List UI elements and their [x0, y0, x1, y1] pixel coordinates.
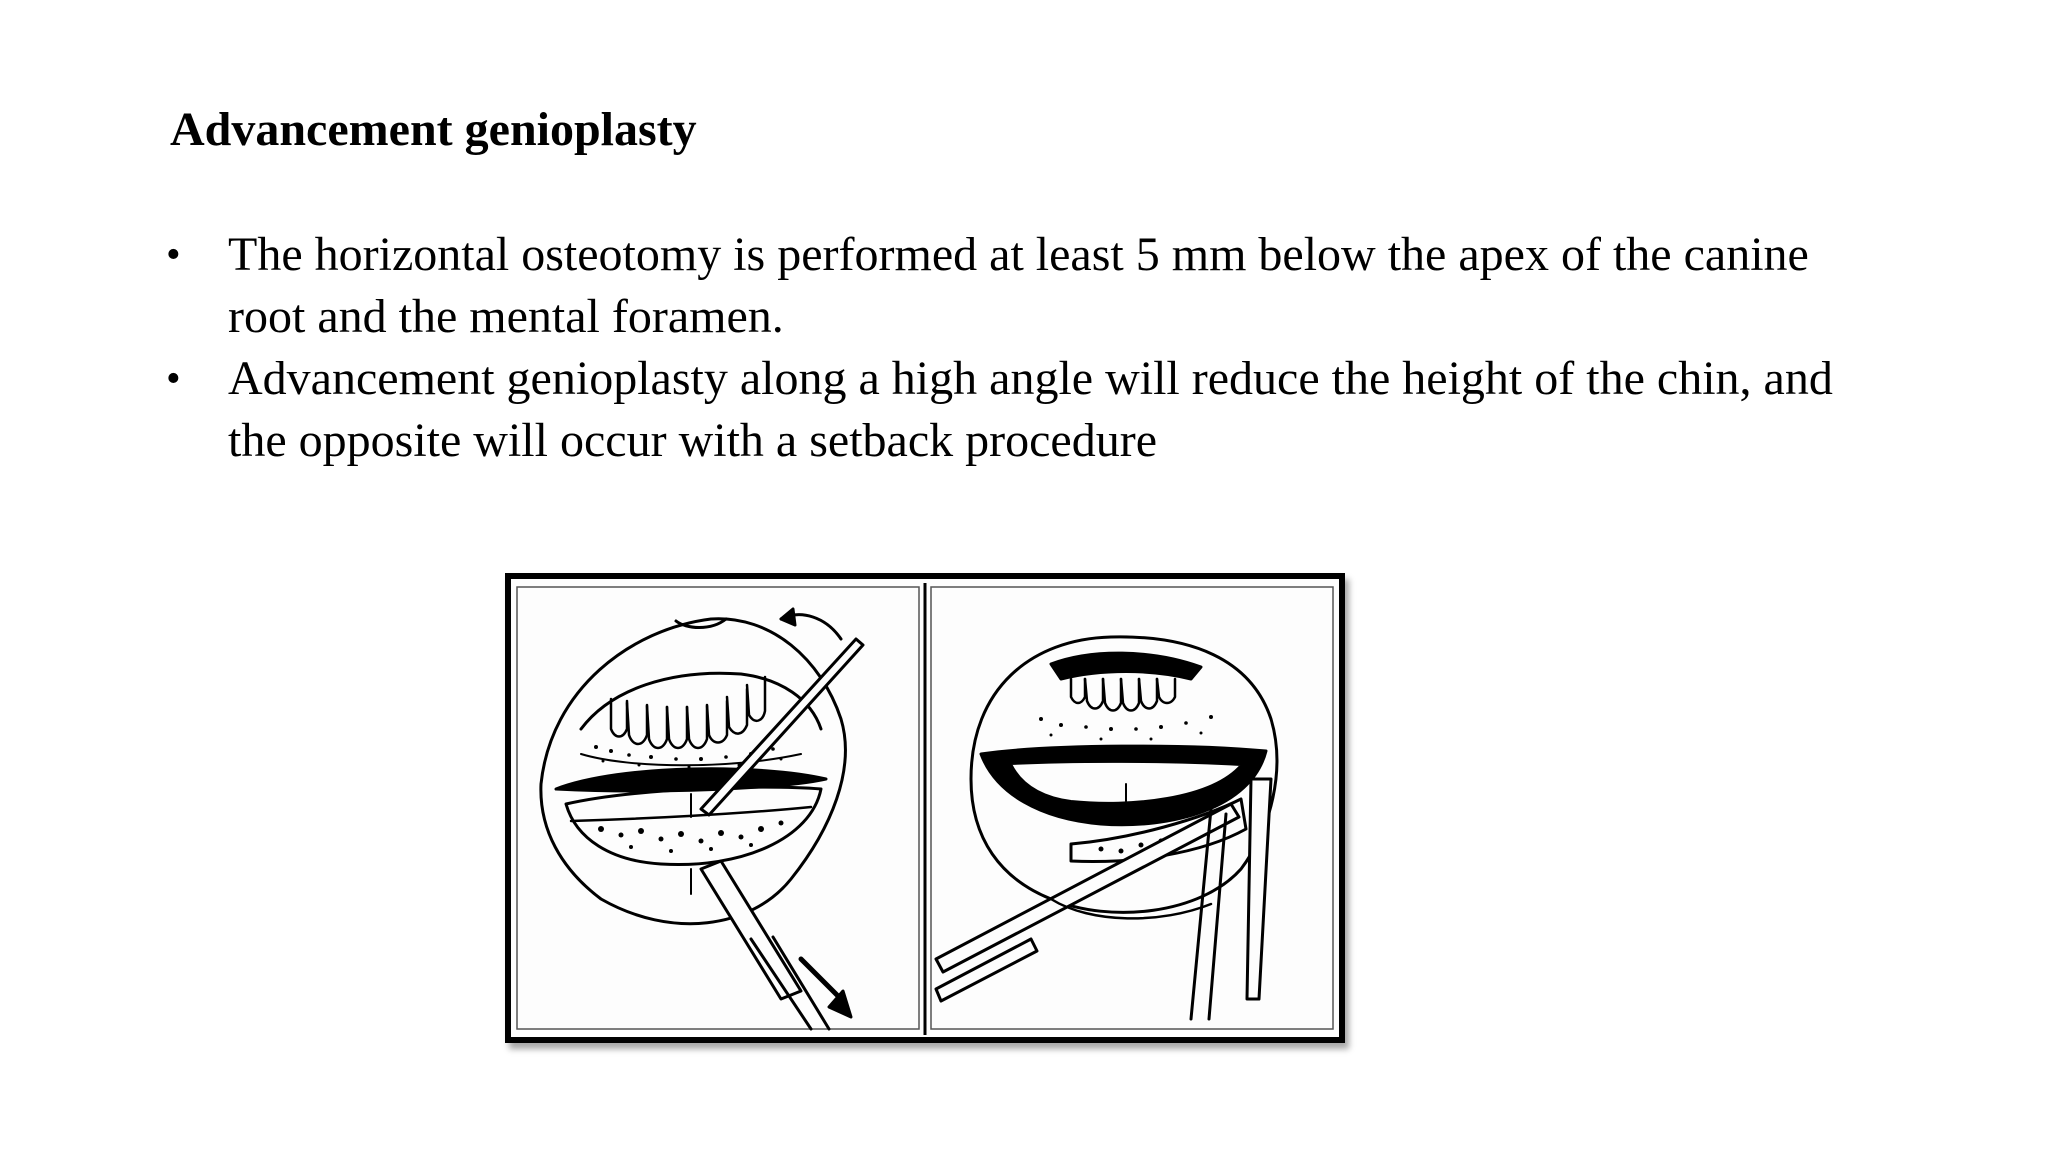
bullet-item — [160, 224, 1860, 348]
left-panel-frame — [517, 587, 919, 1029]
genioplasty-illustration — [505, 573, 1345, 1043]
bullet-list — [160, 224, 1860, 472]
bullet-icon: • — [166, 232, 181, 278]
bullet-item — [160, 348, 1860, 472]
bullet-text: The horizontal osteotomy is performed at least 5 mm below the apex of the canine root and the mental foramen. — [228, 228, 1809, 343]
chin-bone-segment — [566, 787, 821, 864]
advance-arrowhead — [829, 991, 851, 1017]
vertical-instrument — [1247, 779, 1271, 999]
osteotomy-panel-left — [541, 609, 863, 1029]
saw-handle — [701, 861, 801, 999]
osteotomy-panel-right — [936, 637, 1277, 1019]
bullet-icon: • — [166, 356, 181, 402]
illustration-svg — [511, 579, 1339, 1037]
retractor-instrument — [936, 804, 1239, 972]
upper-lip-shadow — [1051, 653, 1201, 679]
slide-title: Advancement genioplasty — [170, 103, 697, 156]
bullet-text: Advancement genioplasty along a high angle will reduce the height of the chin, and the opposite will occur with a setback procedure — [228, 352, 1833, 467]
gingiva-line — [581, 754, 801, 765]
rotation-arrowhead — [781, 609, 795, 625]
gingiva-stipple-right — [1039, 715, 1213, 741]
bone-stipple — [598, 821, 784, 854]
lower-teeth-right — [1071, 679, 1175, 711]
